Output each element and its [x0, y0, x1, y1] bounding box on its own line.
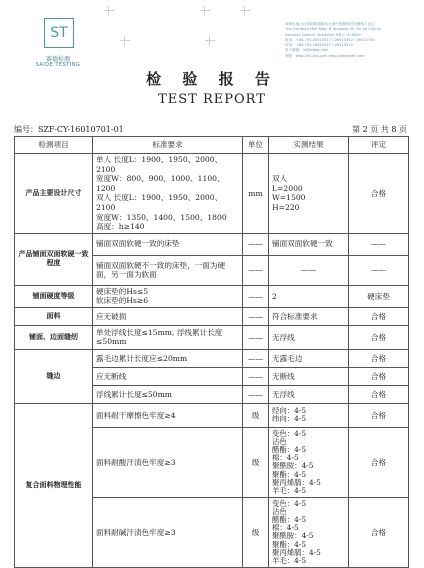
address-line: 电子邮箱：sd@stlab.com: [285, 48, 329, 53]
table-row: [15, 325, 409, 349]
result-cell: 无浮线: [269, 385, 349, 403]
column-header: 评定: [349, 137, 409, 154]
test-item: 缝边: [15, 349, 93, 403]
rating-cell: ——: [349, 233, 409, 255]
result-cell: 经向：4-5 纬向：4-5: [269, 403, 349, 427]
table-row: [15, 307, 409, 325]
registration-mark-icon: [104, 6, 114, 16]
requirement-cell: 铺面双面软硬不一致的床垫，一面为硬面，另一面为软面: [93, 255, 243, 285]
result-cell: 无露毛边: [269, 349, 349, 367]
unit-cell: ——: [243, 255, 269, 285]
test-item: 复合面料物理性能: [15, 403, 93, 567]
address-line: 深圳市南山区西丽街道留仙大道中段塘朗村旁塘朗工业区: [285, 22, 375, 26]
table-row: [15, 154, 409, 234]
requirement-cell: 露毛边累计长度应≤20mm: [93, 349, 243, 367]
rating-cell: 合格: [349, 154, 409, 234]
requirement-cell: 单处浮线长度≤15mm, 浮线累计长度≤50mm: [93, 325, 243, 349]
rating-cell: 硬床垫: [349, 285, 409, 307]
result-cell: 无浮线: [269, 325, 349, 349]
requirement-cell: 应无破损: [93, 307, 243, 325]
result-cell: 无断线: [269, 367, 349, 385]
column-header: 标准要求: [93, 137, 243, 154]
rating-cell: 合格: [349, 385, 409, 403]
rating-cell: 合格: [349, 325, 409, 349]
registration-mark-icon: [120, 36, 130, 46]
column-header: 实测结果: [269, 137, 349, 154]
report-number: [14, 124, 124, 135]
requirement-cell: 面料耐碱汗渍色牢度≥3: [93, 497, 243, 567]
rating-cell: 合格: [349, 403, 409, 427]
rating-cell: ——: [349, 255, 409, 285]
column-header: 检测项目: [15, 137, 93, 154]
rating-cell: 合格: [349, 349, 409, 367]
address-line: Nanshan District, Shenzhen P.R.C. 518000: [285, 32, 361, 37]
test-item: 产品铺面双面软硬一致程度: [15, 233, 93, 285]
unit-cell: mm: [243, 154, 269, 234]
result-cell: 变色：4-5 沾色 醋酯：4-5 棉：4-5 聚酰胺：4-5 聚酯：4-5 聚丙烯腈：4-5 羊毛：4-5: [269, 497, 349, 567]
table-header-row: [15, 137, 409, 154]
result-cell: 2: [269, 285, 349, 307]
unit-cell: ——: [243, 349, 269, 367]
report-number-label: 编号：: [14, 125, 38, 134]
requirement-cell: 面料耐酸汗渍色牢度≥3: [93, 427, 243, 497]
logo-en-text: SAIDE TESTING: [35, 62, 81, 68]
requirement-cell: 单人 长度L：1900、1950、2000、2100 宽度W：800、900、1000、1100、1200 双人 长度L：1900、1950、2000、2100 宽度W：1350、1400、1500、1800 高度：h≥140: [93, 154, 243, 234]
unit-cell: ——: [243, 233, 269, 255]
address-line: 网址：http://tlc.stls.com http://www.sdtl.com: [285, 53, 365, 58]
page-info: 第 2 页 共 8 页: [352, 125, 407, 134]
unit-cell: 级: [243, 427, 269, 497]
result-cell: 铺面双面软硬一致: [269, 233, 349, 255]
rating-cell: 合格: [349, 367, 409, 385]
table-row: [15, 349, 409, 367]
table-row: [15, 285, 409, 307]
address-block: [285, 22, 415, 59]
test-results-table: [14, 136, 409, 568]
test-item: 铺面硬度等级: [15, 285, 93, 307]
column-header: 单位: [243, 137, 269, 154]
result-cell: 双人 L=2000 W=1500 H=220: [269, 154, 349, 234]
test-item: 产品主要设计尺寸: [15, 154, 93, 234]
report-number-value: SZF-CY-16010701-01: [38, 125, 124, 134]
report-title-en: TEST REPORT: [158, 92, 266, 107]
report-title-cn: 检 验 报 告: [146, 70, 278, 88]
rating-cell: 合格: [349, 307, 409, 325]
table-row: [15, 233, 409, 255]
requirement-cell: 应无断线: [93, 367, 243, 385]
unit-cell: ——: [243, 307, 269, 325]
registration-mark-icon: [200, 6, 210, 16]
unit-cell: ——: [243, 325, 269, 349]
registration-mark-icon: [205, 36, 215, 46]
result-cell: ——: [269, 255, 349, 285]
result-cell: 符合标准要求: [269, 307, 349, 325]
test-item: 铺面、边面缝纫: [15, 325, 93, 349]
logo-mark: ST: [44, 18, 74, 48]
rating-cell: 合格: [349, 427, 409, 497]
requirement-cell: 浮线累计长度≤50mm: [93, 385, 243, 403]
table-row: [15, 403, 409, 427]
unit-cell: 级: [243, 497, 269, 567]
rating-cell: 合格: [349, 497, 409, 567]
unit-cell: ——: [243, 385, 269, 403]
unit-cell: 级: [243, 403, 269, 427]
address-line: The Furniture Mall Bldg. B Tanglang Vil. for Ad County: [285, 27, 382, 32]
address-line: 电话：+86-755-26510517 / 26510352 / 26510749: [285, 37, 375, 42]
logo-cn-text: 赛德检测: [45, 56, 70, 63]
unit-cell: ——: [243, 367, 269, 385]
result-cell: 变色：4-5 沾色 醋酯：4-5 棉：4-5 聚酰胺：4-5 聚酯：4-5 聚丙烯腈：4-5 羊毛：4-5: [269, 427, 349, 497]
requirement-cell: 硬床垫的Hs≤5 软床垫的Hs≥6: [93, 285, 243, 307]
test-item: 面料: [15, 307, 93, 325]
requirement-cell: 面料耐干摩擦色牢度≥4: [93, 403, 243, 427]
address-line: 传真：+86-755-26510517 / 26510519: [285, 43, 353, 48]
registration-mark-icon: [240, 6, 250, 16]
requirement-cell: 铺面双面软硬一致的床垫: [93, 233, 243, 255]
unit-cell: ——: [243, 285, 269, 307]
